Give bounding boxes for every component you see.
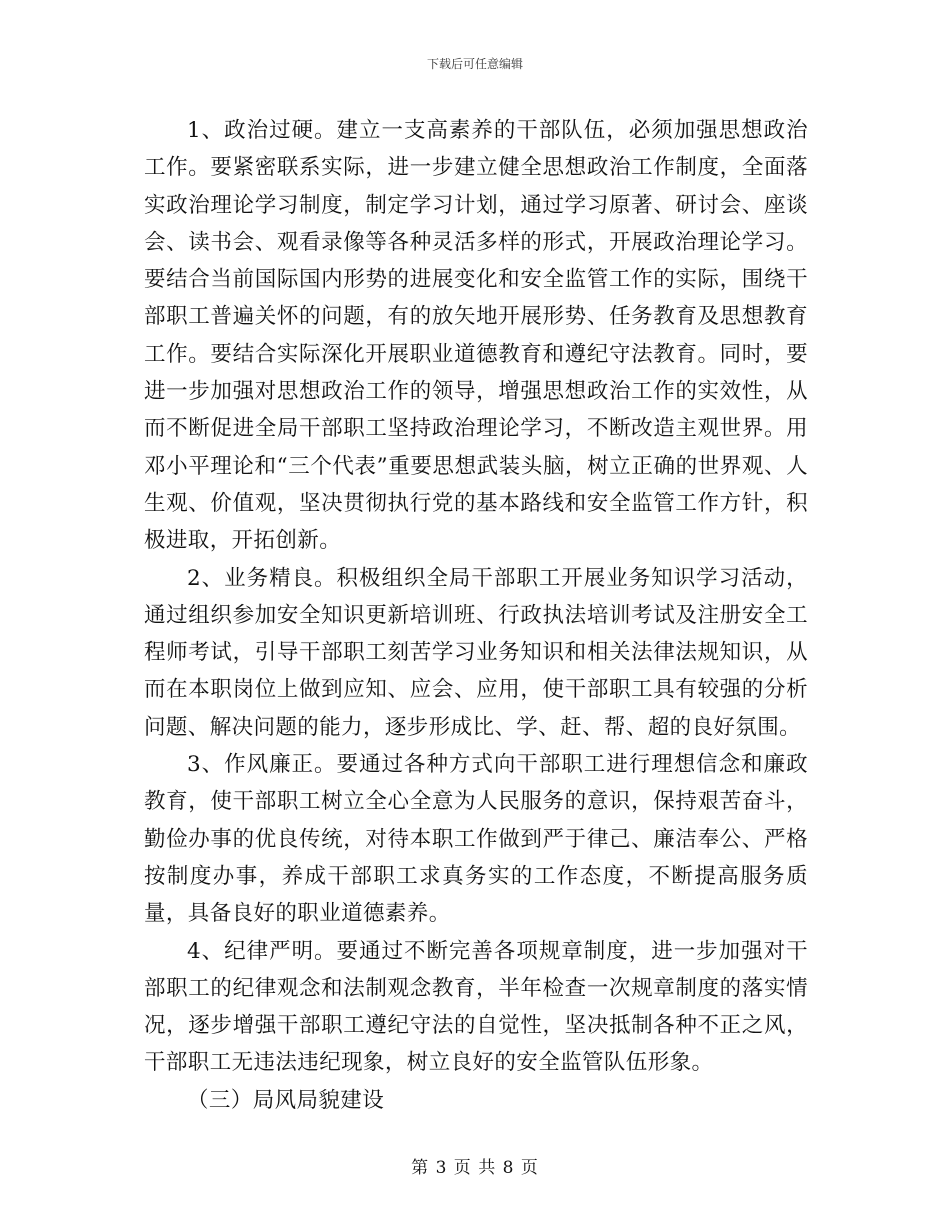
paragraph-integrity: 3、作风廉正。要通过各种方式向干部职工进行理想信念和廉政教育，使干部职工树立全心全意为人民服务的意识，保持艰苦奋斗，勤俭办事的优良传统，对待本职工作做到严于律己、廉洁奉公、严格按制度办事，养成干部职工求真务实的工作态度，不断提高服务质量，具备良好的职业道德素养。 <box>144 752 808 927</box>
header-note: 下载后可任意编辑 <box>426 57 523 71</box>
page-number: 第 3 页 共 8 页 <box>411 1158 539 1178</box>
section-heading: （三）局风局貌建设 <box>187 1087 385 1113</box>
paragraph-professional: 2、业务精良。积极组织全局干部职工开展业务知识学习活动，通过组织参加安全知识更新培训班、行政执法培训考试及注册安全工程师考试，引导干部职工刻苦学习业务知识和相关法律法规知识，从而在本职岗位上做到应知、应会、应用，使干部职工具有较强的分析问题、解决问题的能力，逐步形成比、学、赶、帮、超的良好氛围。 <box>144 565 808 740</box>
document-body <box>144 112 808 1119</box>
paragraph-political: 1、政治过硬。建立一支高素养的干部队伍，必须加强思想政治工作。要紧密联系实际，进一步建立健全思想政治工作制度，全面落实政治理论学习制度，制定学习计划，通过学习原著、研讨会、座谈会、读书会、观看录像等各种灵活多样的形式，开展政治理论学习。要结合当前国际国内形势的进展变化和安全监管工作的实际，围绕干部职工普遍关怀的问题，有的放矢地开展形势、任务教育及思想教育工作。要结合实际深化开展职业道德教育和遵纪守法教育。同时，要进一步加强对思想政治工作的领导，增强思想政治工作的实效性，从而不断促进全局干部职工坚持政治理论学习，不断改造主观世界。用邓小平理论和“三个代表”重要思想武装头脑，树立正确的世界观、人生观、价值观，坚决贯彻执行党的基本路线和安全监管工作方针，积极进取，开拓创新。 <box>144 118 808 554</box>
paragraph-discipline: 4、纪律严明。要通过不断完善各项规章制度，进一步加强对干部职工的纪律观念和法制观念教育，半年检查一次规章制度的落实情况，逐步增强干部职工遵纪守法的自觉性，坚决抵制各种不正之风，干部职工无违法违纪现象，树立良好的安全监管队伍形象。 <box>144 938 808 1076</box>
